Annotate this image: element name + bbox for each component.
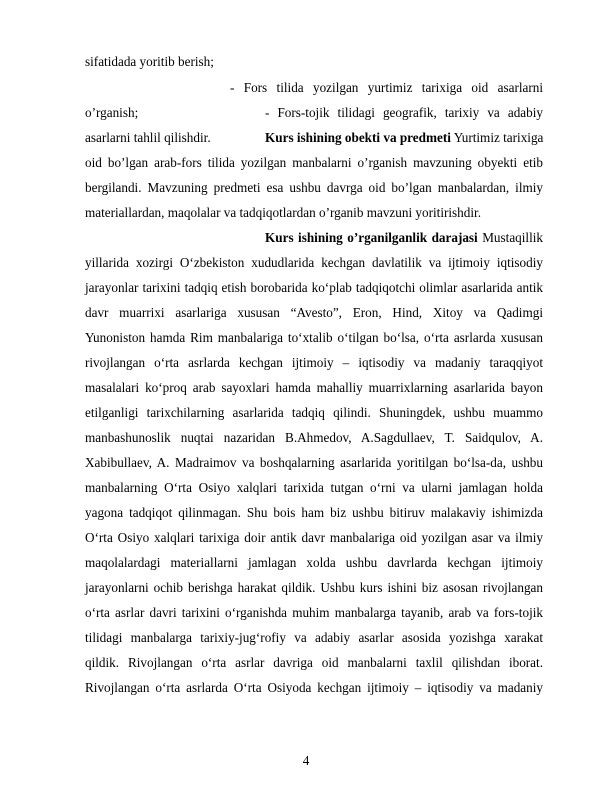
text-line: maqolalardagi materiallarni jamlagan xolda ushbu davrlarda kechgan ijtimoiy	[85, 555, 543, 570]
text-line: o‘rta asrlar davri tarixini o‘rganishda muhim manbalarga tayanib, arab va fors-tojik	[85, 605, 543, 620]
text-line: masalalari ko‘proq arab sayoxlari hamda mahalliy muarrixlarning asarlarida bayon	[85, 380, 543, 395]
text-line: yillarida xozirgi O‘zbekiston xududlarida kechgan davlatilik va ijtimoiy iqtisodiy	[85, 255, 543, 270]
list-item: - Fors-tojik tilidagi geografik, tarixiy va adabiy	[265, 105, 543, 120]
text-line: Yurtimiz tarixiga	[453, 130, 544, 145]
text-line: Yunoniston hamda Rim manbalariga to‘xtalib o‘tilgan bo‘lsa, o‘rta asrlarda xususan	[85, 330, 543, 345]
text-line: tilidagi manbalarga tarixiy-jug‘rofiy va adabiy asarlar asosida yozishga xarakat	[85, 630, 543, 645]
text-line: yagona tadqiqot qilinmagan. Shu bois ham biz ushbu bitiruv malakaviy ishimizda	[85, 505, 543, 520]
text-line: O‘rta Osiyo xalqlari tarixiga doir antik davr manbalariga oid yozilgan asar va ilmiy	[85, 530, 543, 545]
text-line: manbalarning O‘rta Osiyo xalqlari tarixida tutgan o‘rni va ularni jamlagan holda	[85, 480, 543, 495]
section-heading-line	[265, 230, 543, 246]
text-line: sifatidada yoritib berish;	[85, 54, 214, 69]
text-line: rivojlangan o‘rta asrlarda kechgan ijtimoiy – iqtisodiy va madaniy taraqqiyot	[85, 355, 543, 370]
text-line: oid bo’lgan arab-fors tilida yozilgan manbalarni o’rganish mavzuning obyekti etib	[85, 155, 543, 170]
text-line: Xabibullaev, A. Madraimov va boshqalarning asarlarida yoritilgan bo‘lsa-da, ushbu	[85, 455, 543, 470]
text-line: etilganligi tarixchilarning asarlarida tadqiq qilindi. Shuningdek, ushbu muammo	[85, 405, 543, 420]
text-line: materiallardan, maqolalar va tadqiqotlardan o’rganib mavzuni yoritirishdir.	[85, 205, 481, 220]
text-line: Mustaqillik	[482, 230, 544, 245]
text-line: jarayonlar tarixini tadqiq etish borobarida ko‘plab tadqiqotchi olimlar asarlarida antik	[85, 280, 543, 295]
list-item-continuation: o’rganish;	[85, 105, 139, 120]
text-line: jarayonlarni ochib berishga harakat qildik. Ushbu kurs ishini biz asosan rivojlangan	[85, 580, 543, 595]
text-line: davr muarrixi asarlariga xususan “Avesto”, Eron, Hind, Xitoy va Qadimgi	[85, 305, 543, 320]
text-line: bergilandi. Mavzuning predmeti esa ushbu davrga oid bo’lgan manbalardan, ilmiy	[85, 180, 543, 195]
page-number: 4	[302, 753, 310, 768]
section-heading-line	[265, 130, 543, 146]
text-line: manbashunoslik nuqtai nazaridan B.Ahmedov, A.Sagdullaev, T. Saidqulov, A.	[85, 430, 543, 445]
list-item: - Fors tilida yozilgan yurtimiz tarixiga oid asarlarni	[230, 80, 543, 95]
list-item-continuation: asarlarni tahlil qilishdir.	[85, 130, 211, 145]
section-heading: Kurs ishining o’rganilganlik darajasi	[265, 230, 478, 245]
text-line: Rivojlangan o‘rta asrlarda O‘rta Osiyoda kechgan ijtimoiy – iqtisodiy va madaniy	[85, 680, 543, 695]
text-line: qildik. Rivojlangan o‘rta asrlar davriga oid manbalarni taxlil qilishdan iborat.	[85, 655, 543, 670]
section-heading: Kurs ishining obekti va predmeti	[265, 130, 451, 145]
